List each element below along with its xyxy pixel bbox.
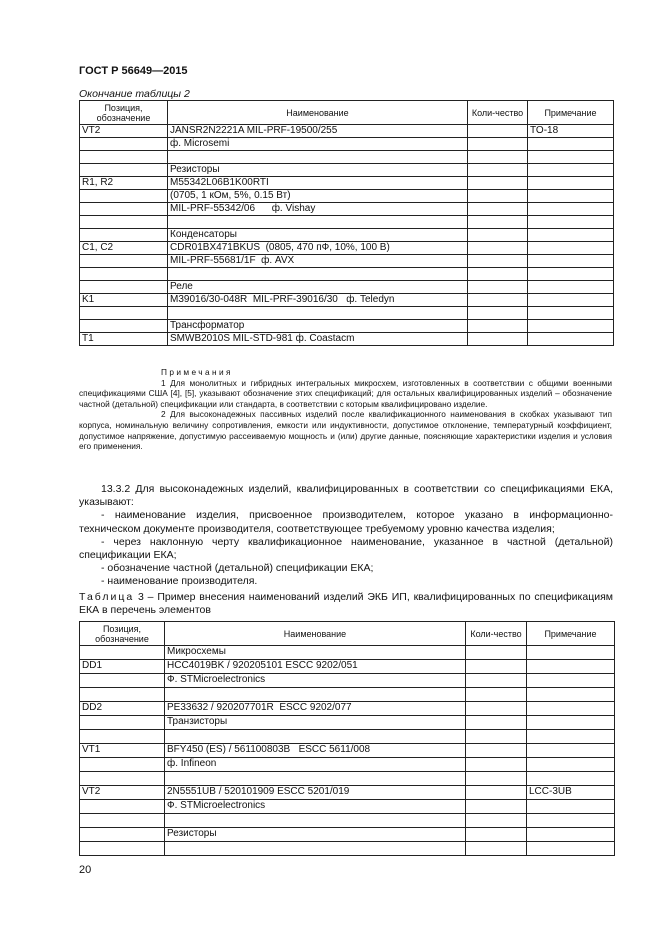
cell-note <box>527 688 615 702</box>
cell-note <box>527 716 615 730</box>
cell-note <box>528 229 614 242</box>
cell-position <box>80 320 168 333</box>
cell-quantity <box>466 814 527 828</box>
standard-title: ГОСТ Р 56649—2015 <box>79 65 188 77</box>
cell-note <box>528 333 614 346</box>
cell-quantity <box>468 268 528 281</box>
cell-name: MIL-PRF-55342/06 ф. Vishay <box>168 203 468 216</box>
cell-note <box>528 320 614 333</box>
table-row <box>80 772 615 786</box>
cell-name: Конденсаторы <box>168 229 468 242</box>
cell-position <box>80 203 168 216</box>
table-row <box>80 307 614 320</box>
cell-quantity <box>468 190 528 203</box>
cell-position: C1, C2 <box>80 242 168 255</box>
cell-note <box>528 151 614 164</box>
table2-body <box>80 125 614 346</box>
cell-name <box>165 730 466 744</box>
note-item: 1 Для монолитных и гибридных интегральных микросхем, изготовленных в соответствии с общими военными спецификациями США [4], [5], указывают обозначение этих спецификаций; для остальных квалифицированных изделий – обозначение частной (детальной) спецификации или стандарта, в соответствии с которым квалифицировано изделие. <box>79 377 612 409</box>
cell-name: MIL-PRF-55681/1F ф. AVX <box>168 255 468 268</box>
cell-quantity <box>466 842 527 856</box>
cell-position <box>80 688 165 702</box>
cell-quantity <box>468 177 528 190</box>
cell-note <box>528 268 614 281</box>
col-header-position: Позиция, обозначение <box>80 101 168 125</box>
cell-position <box>80 164 168 177</box>
cell-quantity <box>466 660 527 674</box>
cell-name: ф. Infineon <box>165 758 466 772</box>
table-row <box>80 744 615 758</box>
cell-position: DD1 <box>80 660 165 674</box>
cell-name: Реле <box>168 281 468 294</box>
cell-name: Ф. STMicroelectronics <box>165 674 466 688</box>
cell-name: Ф. STMicroelectronics <box>165 800 466 814</box>
cell-note <box>527 800 615 814</box>
cell-position <box>80 138 168 151</box>
table-row <box>80 203 614 216</box>
cell-name: M55342L06B1K00RTI <box>168 177 468 190</box>
cell-name <box>165 688 466 702</box>
table-row <box>80 255 614 268</box>
cell-note <box>527 828 615 842</box>
cell-note <box>527 814 615 828</box>
cell-quantity <box>466 772 527 786</box>
cell-note <box>527 730 615 744</box>
table-row <box>80 716 615 730</box>
cell-name: PE33632 / 920207701R ESCC 9202/077 <box>165 702 466 716</box>
cell-note <box>528 177 614 190</box>
table-row <box>80 702 615 716</box>
cell-name <box>168 151 468 164</box>
cell-quantity <box>466 786 527 800</box>
cell-quantity <box>468 203 528 216</box>
cell-quantity <box>468 281 528 294</box>
cell-name: SMWB2010S MIL-STD-981 ф. Coastacm <box>168 333 468 346</box>
cell-quantity <box>468 255 528 268</box>
cell-note <box>527 842 615 856</box>
cell-position <box>80 730 165 744</box>
cell-quantity <box>466 828 527 842</box>
col-header-note: Примечание <box>528 101 614 125</box>
table3 <box>79 621 615 856</box>
table-row <box>80 177 614 190</box>
table-row <box>80 164 614 177</box>
table-row <box>80 688 615 702</box>
cell-name <box>168 307 468 320</box>
cell-position: VT2 <box>80 125 168 138</box>
cell-position <box>80 229 168 242</box>
cell-note <box>527 660 615 674</box>
cell-position <box>80 758 165 772</box>
list-item: - обозначение частной (детальной) спецификации ЕКА; <box>101 562 374 575</box>
cell-quantity <box>466 716 527 730</box>
cell-quantity <box>466 744 527 758</box>
cell-quantity <box>468 294 528 307</box>
col-header-position: Позиция, обозначение <box>80 622 165 646</box>
cell-note <box>527 772 615 786</box>
table-row <box>80 229 614 242</box>
cell-name: Резисторы <box>168 164 468 177</box>
cell-quantity <box>468 164 528 177</box>
cell-position <box>80 281 168 294</box>
cell-name <box>165 842 466 856</box>
cell-position <box>80 800 165 814</box>
table2-caption: Окончание таблицы 2 <box>79 88 190 100</box>
table3-body <box>80 646 615 856</box>
cell-note <box>527 758 615 772</box>
cell-quantity <box>468 242 528 255</box>
cell-position <box>80 674 165 688</box>
cell-name: 2N5551UB / 520101909 ESCC 5201/019 <box>165 786 466 800</box>
cell-position <box>80 268 168 281</box>
cell-quantity <box>466 702 527 716</box>
table-row <box>80 730 615 744</box>
table-row <box>80 758 615 772</box>
cell-name <box>168 216 468 229</box>
cell-note <box>528 203 614 216</box>
cell-quantity <box>468 320 528 333</box>
table-row <box>80 294 614 307</box>
table-row <box>80 828 615 842</box>
cell-note <box>528 216 614 229</box>
cell-name: Трансформатор <box>168 320 468 333</box>
cell-note <box>527 702 615 716</box>
cell-name: ф. Microsemi <box>168 138 468 151</box>
cell-quantity <box>468 138 528 151</box>
list-item: - наименование производителя. <box>101 575 258 588</box>
body-paragraph: 13.3.2 Для высоконадежных изделий, квалифицированных в соответствии со спецификациями ЕКА, указывают: <box>79 483 613 509</box>
notes-block <box>79 367 612 452</box>
table-row <box>80 842 615 856</box>
cell-quantity <box>466 730 527 744</box>
cell-name <box>165 814 466 828</box>
cell-name: Транзисторы <box>165 716 466 730</box>
table3-caption <box>79 591 613 617</box>
table-row <box>80 281 614 294</box>
cell-quantity <box>466 800 527 814</box>
table-row <box>80 216 614 229</box>
cell-position <box>80 190 168 203</box>
table-row <box>80 646 615 660</box>
col-header-name: Наименование <box>168 101 468 125</box>
cell-position <box>80 255 168 268</box>
cell-position <box>80 842 165 856</box>
cell-quantity <box>468 151 528 164</box>
col-header-quantity: Коли-чество <box>466 622 527 646</box>
cell-position <box>80 646 165 660</box>
table-row <box>80 151 614 164</box>
cell-name: (0705, 1 кОм, 5%, 0.15 Вт) <box>168 190 468 203</box>
cell-name: BFY450 (ES) / 561100803B ESCC 5611/008 <box>165 744 466 758</box>
cell-name: CDR01BX471BKUS (0805, 470 пФ, 10%, 100 В) <box>168 242 468 255</box>
cell-quantity <box>466 674 527 688</box>
page-number: 20 <box>79 864 92 876</box>
note-item: 2 Для высоконадежных пассивных изделий после квалификационного наименования в скобках указывают тип корпуса, номинальную величину сопротивления, емкости или индуктивности, допустимое отклонение, температурный коэффициент, допустимое напряжение, допустимую рассеиваемую мощность и (или) другие данные, поясняющие характеристики изделия и условия его применения. <box>79 409 612 452</box>
cell-note <box>528 190 614 203</box>
cell-name: Микросхемы <box>165 646 466 660</box>
table-row <box>80 674 615 688</box>
table-row <box>80 660 615 674</box>
cell-quantity <box>468 307 528 320</box>
list-item: - через наклонную черту квалификационное наименование, указанное в частной (детальной) спецификации ЕКА; <box>79 535 613 562</box>
cell-position <box>80 814 165 828</box>
table3-caption-text: 3 – Пример внесения наименований изделий ЭКБ ИП, квалифицированных по спецификациям ЕКА в перечень элементов <box>79 591 613 616</box>
cell-position <box>80 216 168 229</box>
cell-note <box>528 255 614 268</box>
cell-position <box>80 772 165 786</box>
section-13-3-2 <box>79 483 613 589</box>
cell-name <box>165 772 466 786</box>
table-row <box>80 138 614 151</box>
table-row <box>80 268 614 281</box>
table-row <box>80 786 615 800</box>
cell-note: TO-18 <box>528 125 614 138</box>
cell-position <box>80 307 168 320</box>
cell-note <box>528 138 614 151</box>
cell-note: LCC-3UB <box>527 786 615 800</box>
cell-position: VT2 <box>80 786 165 800</box>
list-item: - наименование изделия, присвоенное производителем, которое указано в информационно-техническом документе производителя, соответствующее требуемому уровню качества изделия; <box>79 509 613 535</box>
cell-note <box>527 674 615 688</box>
cell-name <box>168 268 468 281</box>
cell-name: JANSR2N2221A MIL-PRF-19500/255 <box>168 125 468 138</box>
col-header-quantity: Коли-чество <box>468 101 528 125</box>
cell-note <box>528 281 614 294</box>
col-header-name: Наименование <box>165 622 466 646</box>
cell-quantity <box>466 646 527 660</box>
cell-note <box>528 164 614 177</box>
table-row <box>80 320 614 333</box>
cell-position: VT1 <box>80 744 165 758</box>
table-row <box>80 242 614 255</box>
cell-quantity <box>468 125 528 138</box>
cell-quantity <box>466 688 527 702</box>
cell-quantity <box>468 229 528 242</box>
cell-quantity <box>468 216 528 229</box>
col-header-note: Примечание <box>527 622 615 646</box>
cell-position <box>80 716 165 730</box>
table-row <box>80 125 614 138</box>
table-row <box>80 800 615 814</box>
cell-position <box>80 151 168 164</box>
cell-quantity <box>468 333 528 346</box>
cell-position: K1 <box>80 294 168 307</box>
cell-position <box>80 828 165 842</box>
cell-name: M39016/30-048R MIL-PRF-39016/30 ф. Teledyn <box>168 294 468 307</box>
cell-note <box>527 744 615 758</box>
table-row <box>80 190 614 203</box>
cell-note <box>528 307 614 320</box>
table2 <box>79 100 614 346</box>
cell-position: DD2 <box>80 702 165 716</box>
cell-note <box>528 242 614 255</box>
table3-label: Таблица <box>79 591 135 603</box>
cell-name: HCC4019BK / 920205101 ESCC 9202/051 <box>165 660 466 674</box>
cell-note <box>528 294 614 307</box>
cell-quantity <box>466 758 527 772</box>
notes-title: Примечания <box>161 367 233 377</box>
table-row <box>80 814 615 828</box>
table-row <box>80 333 614 346</box>
cell-name: Резисторы <box>165 828 466 842</box>
cell-note <box>527 646 615 660</box>
cell-position: R1, R2 <box>80 177 168 190</box>
cell-position: T1 <box>80 333 168 346</box>
